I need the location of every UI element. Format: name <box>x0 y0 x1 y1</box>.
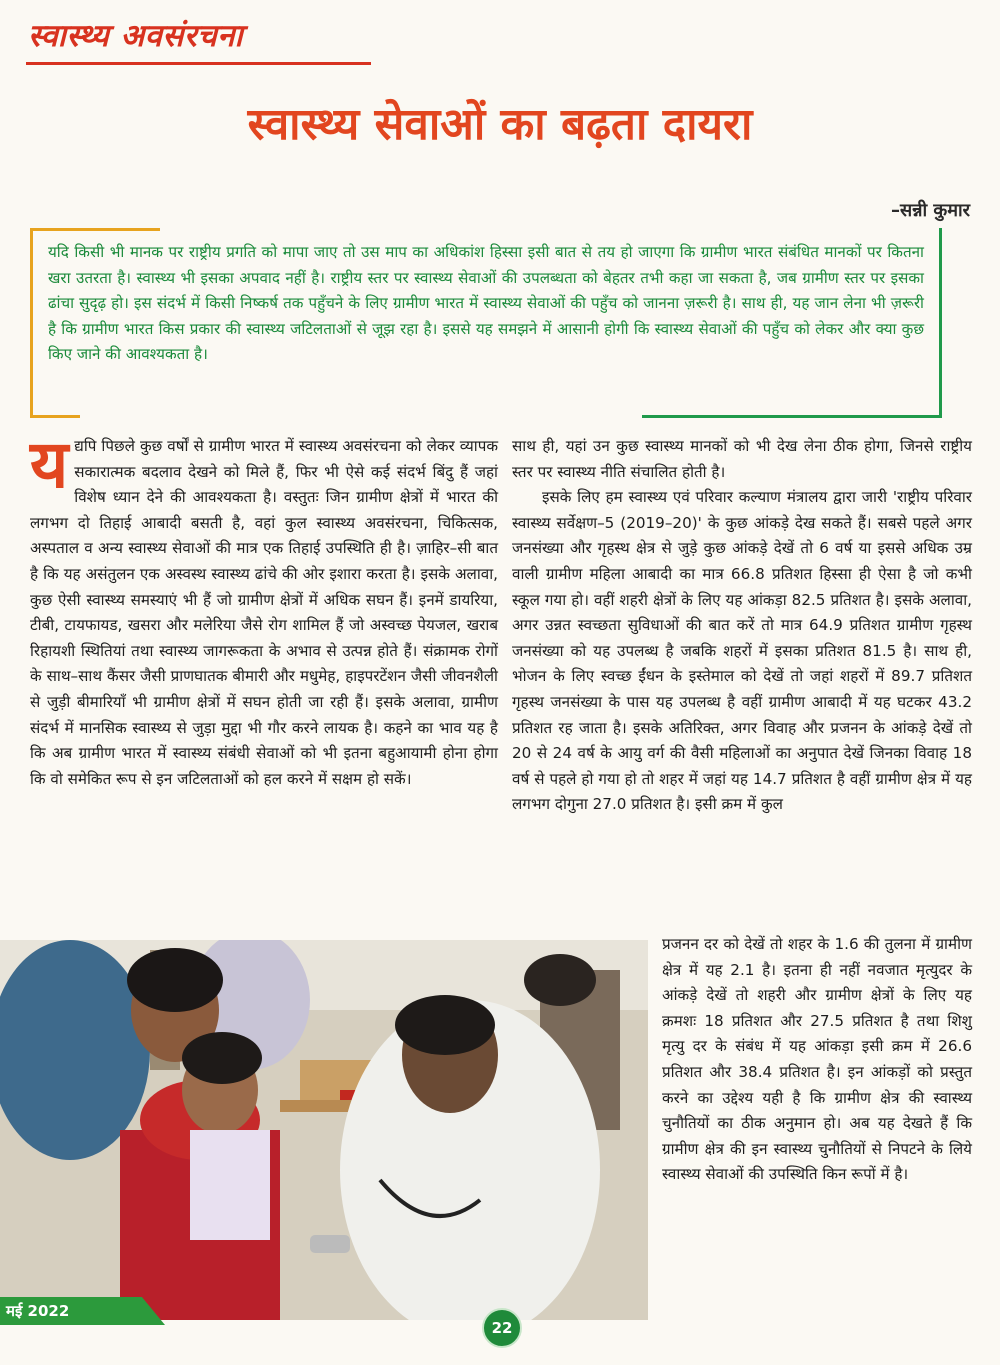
author-name: –सन्नी कुमार <box>891 200 970 221</box>
abstract-bracket-bottom-right <box>642 415 942 418</box>
right-paragraph-2: इसके लिए हम स्वास्थ्य एवं परिवार कल्याण मंत्रालय द्वारा जारी 'राष्ट्रीय परिवार स्वास्थ्य सर्वेक्षण–5 (2019–20)' के कुछ आंकड़े देख सकते हैं। सबसे पहले अगर जनसंख्या और गृहस्थ क्षेत्र से जुड़े कुछ आंकड़े देखें तो 6 वर्ष या इससे अधिक उम्र वाली ग्रामीण महिला आबादी का मात्र 66.8 प्रतिशत हिस्सा ही ऐसा है जो कभी स्कूल गया हो। वहीं शहरी क्षेत्रों के लिए यह आंकड़ा 82.5 प्रतिशत है। इसके अलावा, अगर उन्नत स्वच्छता सुविधाओं की बात करें तो मात्र 64.9 प्रतिशत ग्रामीण गृहस्थ जनसंख्या को यह उपलब्ध है जबकि शहरों में इसका प्रतिशत 81.5 है। साथ ही, भोजन के लिए स्वच्छ ईंधन के इस्तेमाल को देखें तो जहां शहरों में 89.7 प्रतिशत गृहस्थ जनसंख्या के पास यह उपलब्ध है वहीं ग्रामीण आबादी में यह घटकर 43.2 प्रतिशत रह जाता है। इसके अतिरिक्त, अगर विवाह और प्रजनन के आंकड़े देखें तो 20 से 24 वर्ष के आयु वर्ग की वैसी महिलाओं का अनुपात देखें जिनका विवाह 18 वर्ष से पहले हो गया हो तो शहर में जहां यह 14.7 प्रतिशत है वहीं ग्रामीण क्षेत्र में यह लगभग दोगुना 27.0 प्रतिशत है। इसी क्रम में कुल <box>512 488 972 814</box>
right-column <box>512 434 972 818</box>
issue-month: मई 2022 <box>6 1302 70 1320</box>
left-paragraph <box>30 426 498 792</box>
doctor-examining-child-photo <box>0 940 648 1320</box>
abstract-bracket-right <box>939 228 942 418</box>
abstract-bracket-left-top <box>30 228 33 338</box>
left-column <box>30 426 498 792</box>
drop-cap: य <box>30 426 69 503</box>
section-rule <box>26 62 371 65</box>
section-heading: स्वास्थ्य अवसंरचना <box>28 18 243 54</box>
abstract-text: यदि किसी भी मानक पर राष्ट्रीय प्रगति को मापा जाए तो उस माप का अधिकांश हिस्सा इसी बात से तय हो जाएगा कि ग्रामीण भारत संबंधित मानकों पर कितना खरा उतरता है। स्वास्थ्य भी इसका अपवाद नहीं है। राष्ट्रीय स्तर पर स्वास्थ्य सेवाओं की उपलब्धता को बेहतर तभी कहा जा सकता है, जब ग्रामीण स्तर पर इसका ढांचा सुदृढ़ हो। इस संदर्भ में किसी निष्कर्ष तक पहुँचने के लिए ग्रामीण भारत में स्वास्थ्य सेवाओं की पहुँच को जानना ज़रूरी है। साथ ही, यह जान लेना भी ज़रूरी है कि ग्रामीण भारत किस प्रकार की स्वास्थ्य जटिलताओं से जूझ रहा है। इससे यह समझने में आसानी होगी कि स्वास्थ्य सेवाओं की पहुँच को लेकर और क्या कुछ किए जाने की आवश्यकता है। <box>48 243 924 363</box>
page-number: 22 <box>482 1308 522 1348</box>
abstract-bracket-bottom-left <box>30 415 80 418</box>
article-title: स्वास्थ्य सेवाओं का बढ़ता दायरा <box>247 99 753 150</box>
left-paragraph-text: द्यपि पिछले कुछ वर्षों से ग्रामीण भारत में स्वास्थ्य अवसंरचना को लेकर व्यापक सकारात्मक बदलाव देखने को मिले हैं, फिर भी ऐसे कई संदर्भ बिंदु हैं जहां विशेष ध्यान देने की आवश्यकता है। वस्तुतः जिन ग्रामीण क्षेत्रों में भारत की लगभग दो तिहाई आबादी बसती है, वहां कुल स्वास्थ्य अवसंरचना, चिकित्सक, अस्पताल व अन्य स्वास्थ्य सेवाओं की मात्र एक तिहाई उपस्थिति ही है। ज़ाहिर–सी बात है कि यह असंतुलन एक अस्वस्थ स्वास्थ्य ढांचे की ओर इशारा करता है। इसके अलावा, कुछ ऐसी स्वास्थ्य समस्याएं भी हैं जो ग्रामीण क्षेत्रों में अधिक सघन हैं। इनमें डायरिया, टीबी, टायफायड, खसरा और मलेरिया जैसे रोग शामिल हैं जो अस्वच्छ पेयजल, खराब रिहायशी स्थितियां तथा स्वास्थ्य जागरूकता के अभाव से उत्पन्न होते हैं। संक्रामक रोगों के साथ–साथ कैंसर जैसी प्राणघातक बीमारी और मधुमेह, हाइपरटेंशन जैसी जीवनशैली से जुड़ी बीमारियाँ भी ग्रामीण क्षेत्रों में सघन होती जा रही हैं। इसके अलावा, ग्रामीण संदर्भ में मानसिक स्वास्थ्य से जुड़ा मुद्दा भी गौर करने लायक है। कहने का भाव यह है कि अब ग्रामीण भारत में स्वास्थ्य संबंधी सेवाओं को भी इतना बहुआयामी होना होगा कि वो समेकित रूप से इन जटिलताओं को हल करने में सक्षम हो सकें। <box>30 437 498 788</box>
abstract-bracket-left-bottom <box>30 338 33 418</box>
abstract-bracket-top <box>30 228 160 231</box>
article-photo <box>0 940 648 1320</box>
right-paragraph-1: साथ ही, यहां उन कुछ स्वास्थ्य मानकों को भी देख लेना ठीक होगा, जिनसे राष्ट्रीय स्तर पर स्वास्थ्य नीति संचालित होती है। <box>512 437 972 481</box>
right-paragraph-3: प्रजनन दर को देखें तो शहर के 1.6 की तुलना में ग्रामीण क्षेत्र में यह 2.1 है। इतना ही नहीं नवजात मृत्युदर के आंकड़े देखें तो शहरी और ग्रामीण क्षेत्रों के लिए यह क्रमशः 18 प्रतिशत और 27.5 प्रतिशत है तथा शिशु मृत्यु दर के संबंध में यह आंकड़ा इसी क्रम में 26.6 प्रतिशत और 38.4 प्रतिशत है। इन आंकड़ों को प्रस्तुत करने का उद्देश्य यही है कि ग्रामीण क्षेत्र की स्वास्थ्य चुनौतियों का ठीक अनुमान हो। अब यह देखते हैं कि ग्रामीण क्षेत्र की इन स्वास्थ्य चुनौतियों से निपटने के लिये स्वास्थ्य सेवाओं की उपस्थिति किन रूपों में है। <box>662 935 972 1184</box>
right-column-continued <box>662 932 972 1188</box>
abstract-box <box>30 228 942 418</box>
